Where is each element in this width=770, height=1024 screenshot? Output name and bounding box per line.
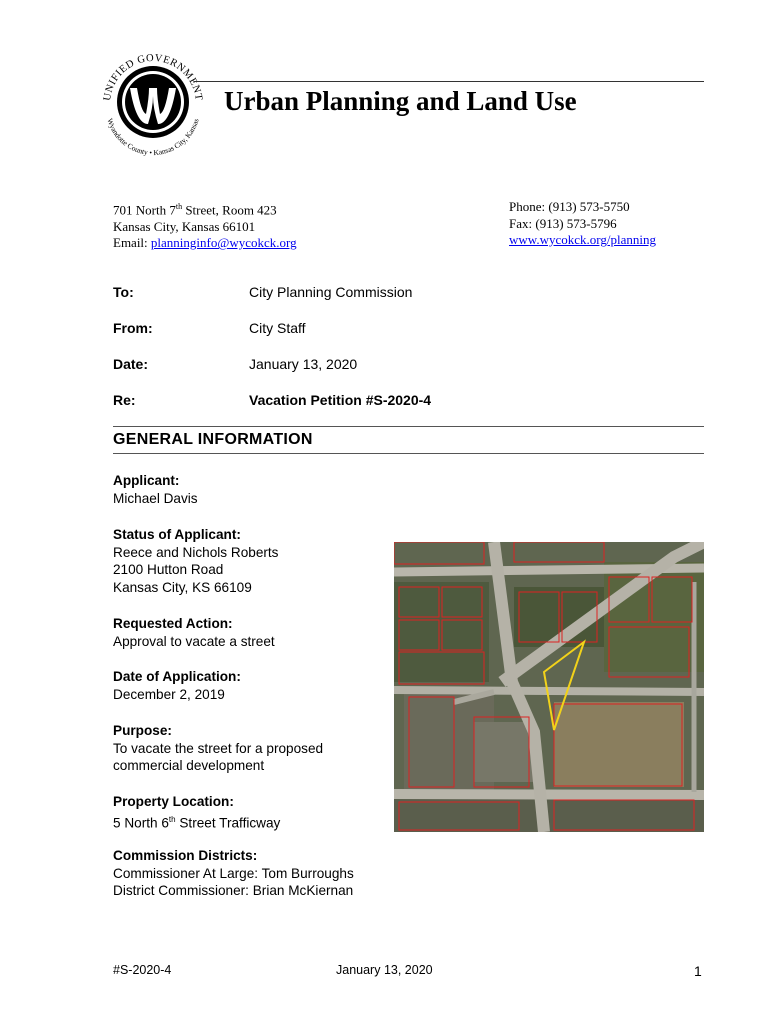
districts-field	[113, 847, 354, 900]
status-field	[113, 526, 278, 596]
memo-to-label: To:	[113, 284, 134, 300]
applicant-label: Applicant:	[113, 473, 180, 488]
memo-date-value: January 13, 2020	[249, 356, 358, 372]
applicant-field	[113, 472, 198, 507]
fax-line: Fax: (913) 573-5796	[509, 215, 617, 231]
page-number: 1	[694, 963, 702, 979]
applicant-value: Michael Davis	[113, 490, 198, 506]
footer-case-number: #S-2020-4	[113, 963, 172, 977]
status-line-3: Kansas City, KS 66109	[113, 579, 252, 595]
app-date-label: Date of Application:	[113, 669, 241, 684]
action-value: Approval to vacate a street	[113, 633, 275, 649]
address-line-2: Kansas City, Kansas 66101	[113, 218, 256, 234]
email-line: Email: planninginfo@wycokck.org	[113, 235, 297, 251]
district-line-2: District Commissioner: Brian McKiernan	[113, 883, 354, 898]
memo-re-label: Re:	[113, 392, 136, 408]
districts-label: Commission Districts:	[113, 848, 258, 863]
app-date-value: December 2, 2019	[113, 686, 225, 702]
memo-from-label: From:	[113, 320, 153, 336]
aerial-map-image	[394, 542, 704, 832]
purpose-field	[113, 722, 323, 775]
district-line-1: Commissioner At Large: Tom Burroughs	[113, 865, 354, 881]
seal-logo	[98, 46, 208, 156]
location-label: Property Location:	[113, 794, 234, 809]
footer-date: January 13, 2020	[336, 963, 433, 977]
memo-from-value: City Staff	[249, 320, 306, 336]
status-label: Status of Applicant:	[113, 527, 241, 542]
section-rule-top	[113, 426, 704, 427]
section-rule-bottom	[113, 453, 704, 454]
page-title: Urban Planning and Land Use	[224, 86, 577, 116]
email-link[interactable]: planninginfo@wycokck.org	[150, 235, 297, 251]
svg-text:UNIFIED GOVERNMENT: UNIFIED GOVERNMENT	[102, 52, 204, 102]
memo-date-label: Date:	[113, 356, 149, 372]
action-label: Requested Action:	[113, 616, 233, 631]
location-field	[113, 793, 280, 832]
header-rule	[194, 81, 704, 82]
section-heading: GENERAL INFORMATION	[113, 431, 313, 448]
purpose-label: Purpose:	[113, 723, 172, 738]
contact-block	[509, 199, 656, 249]
app-date-field	[113, 668, 241, 703]
phone-line: Phone: (913) 573-5750	[509, 199, 630, 214]
website-link[interactable]: www.wycokck.org/planning	[509, 232, 656, 247]
memo-to-value: City Planning Commission	[249, 284, 413, 300]
svg-text:Wyandotte County • Kansas City: Wyandotte County • Kansas City, Kansas	[105, 117, 201, 156]
purpose-line-2: commercial development	[113, 758, 265, 773]
memo-re-value: Vacation Petition #S-2020-4	[249, 392, 432, 408]
address-block	[113, 199, 297, 252]
address-line-1: 701 North 7th Street, Room 423	[113, 202, 277, 218]
action-field	[113, 615, 275, 650]
purpose-line-1: To vacate the street for a proposed	[113, 740, 324, 756]
status-line-2: 2100 Hutton Road	[113, 562, 224, 577]
status-line-1: Reece and Nichols Roberts	[113, 544, 279, 560]
location-value: 5 North 6th Street Trafficway	[113, 814, 281, 831]
